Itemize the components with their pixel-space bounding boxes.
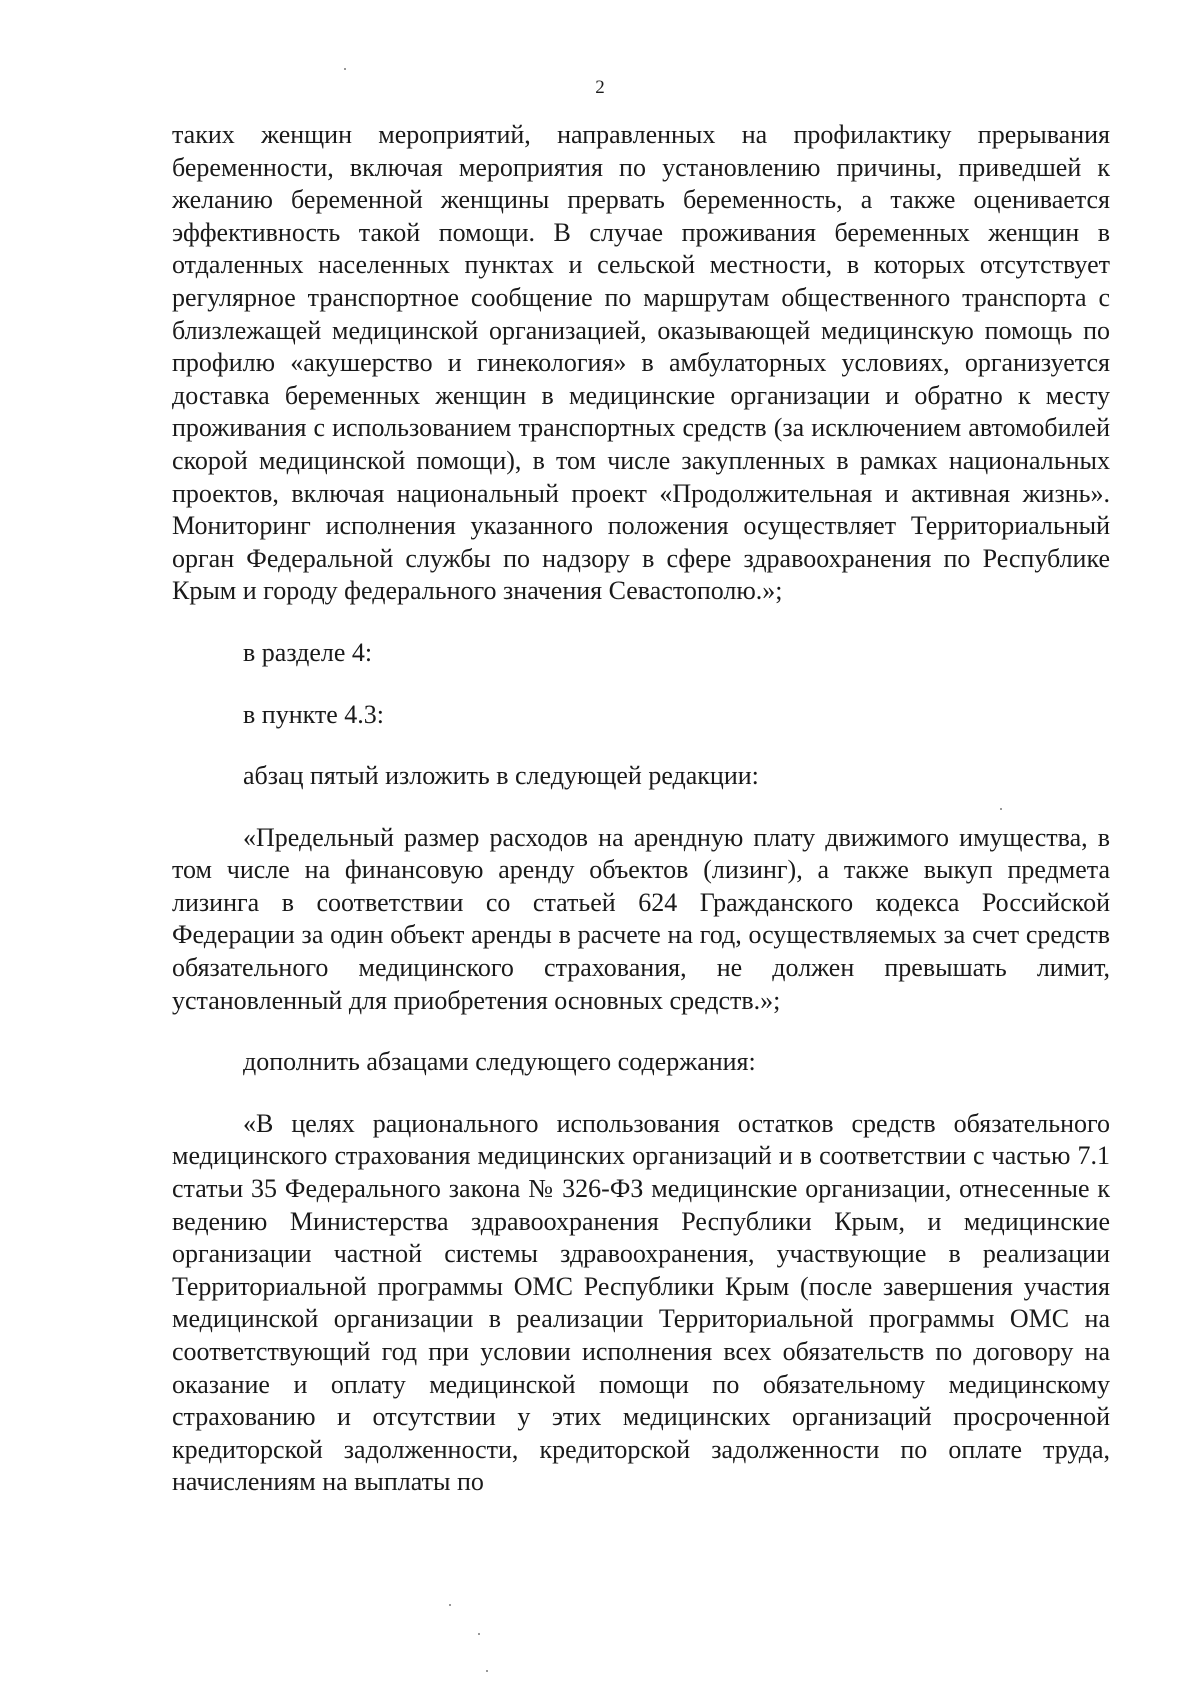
scan-speck [344,68,346,70]
paragraph-point-4-3: в пункте 4.3: [243,699,385,729]
page-number: 2 [595,77,605,98]
paragraph-supplement: дополнить абзацами следующего содержания: [243,1047,756,1077]
paragraph-rational-use: «В целях рационального использования остатков средств обязательного медицинского страхования медицинских организаций и в соответствии с частью 7.1 статьи 35 Федерального закона № 326-ФЗ медицинские организации, отнесенные к ведению Министерства здравоохранения Республики Крым, и медицинские организации частной системы здравоохранения, участвующие в реализации Территориальной программы ОМС Республики Крым (после завершения участия медицинской организации в реализации Территориальной программы ОМС на соответствующий год при условии исполнения всех обязательств по договору на оказание и оплату медицинской помощи по обязательному медицинскому страхованию и отсутствии у этих медицинских организаций просроченной кредиторской задолженности, кредиторской задолженности по оплате труда, начислениям на выплаты по [172,1108,1110,1497]
scan-speck [478,1633,480,1635]
scan-speck [449,1604,451,1606]
scan-speck [486,1670,488,1672]
paragraph-section-4: в разделе 4: [243,637,373,667]
document-body [172,119,1110,1499]
paragraph-pregnancy-support: таких женщин мероприятий, направленных на профилактику прерывания беременности, включая мероприятия по установлению причины, приведшей к желанию беременной женщины прервать беременность, а также оценивается эффективность такой помощи. В случае проживания беременных женщин в отдаленных населенных пунктах и сельской местности, в которых отсутствует регулярное транспортное сообщение по маршрутам общественного транспорта с близлежащей медицинской организацией, оказывающей медицинскую помощь по профилю «акушерство и гинекология» в амбулаторных условиях, организуется доставка беременных женщин в медицинские организации и обратно к месту проживания с использованием транспортных средств (за исключением автомобилей скорой медицинской помощи), в том числе закупленных в рамках национальных проектов, включая национальный проект «Продолжительная и активная жизнь». Мониторинг исполнения указанного положения осуществляет Территориальный орган Федеральной службы по надзору в сфере здравоохранения по Республике Крым и городу федерального значения Севастополю.»; [172,120,1110,606]
paragraph-abzac-5: абзац пятый изложить в следующей редакции: [243,761,759,791]
scan-speck [1000,808,1002,810]
paragraph-rent-limit: «Предельный размер расходов на арендную плату движимого имущества, в том числе на финансовую аренду объектов (лизинг), а также выкуп предмета лизинга в соответствии со статьей 624 Гражданского кодекса Российской Федерации за один объект аренды в расчете на год, осуществляемых за счет средств обязательного медицинского страхования, не должен превышать лимит, установленный для приобретения основных средств.»; [172,822,1110,1015]
